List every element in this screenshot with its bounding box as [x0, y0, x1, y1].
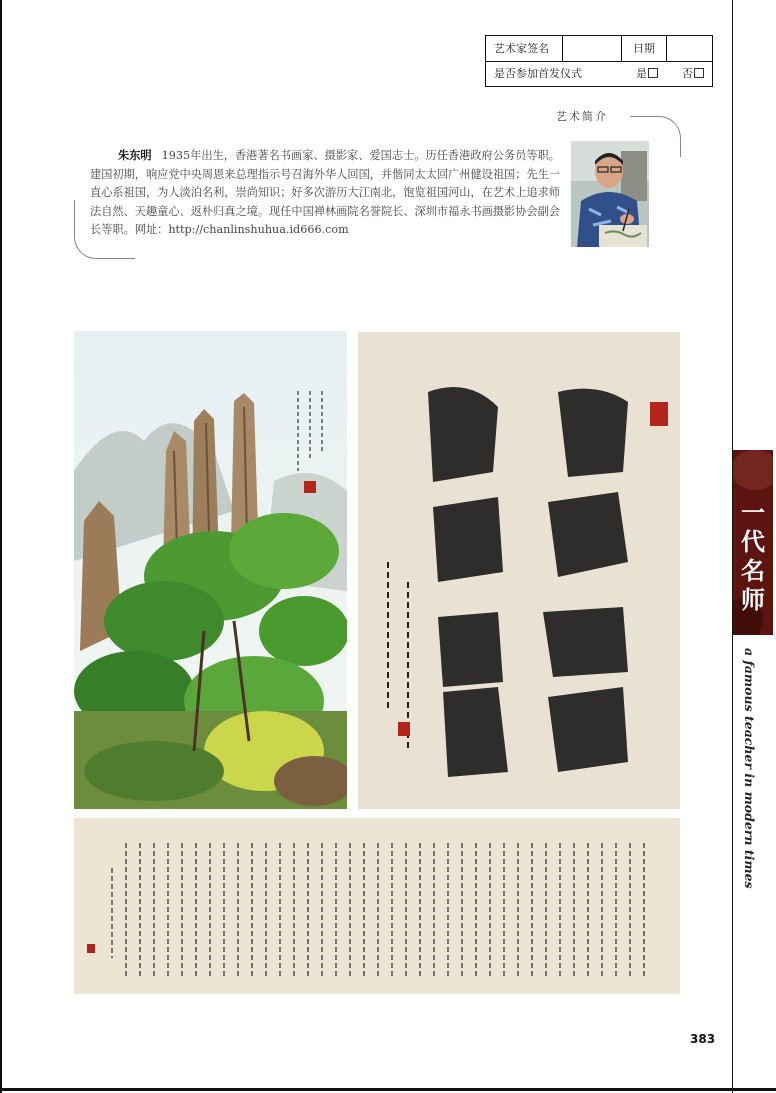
yes-label: 是 [636, 67, 647, 80]
page-number: 383 [690, 1032, 716, 1046]
calligraphy-work [358, 332, 680, 809]
signature-form [485, 35, 713, 87]
landscape-illustration [74, 331, 347, 809]
landscape-painting [74, 331, 347, 809]
no-option[interactable] [682, 61, 712, 86]
yes-checkbox[interactable] [648, 68, 658, 78]
side-english-text: a famous teacher in modern times [742, 648, 757, 889]
scroll-illustration [74, 818, 680, 994]
artist-name: 朱东明 [118, 148, 152, 162]
no-label: 否 [682, 67, 693, 80]
calligraphy-illustration [358, 332, 680, 809]
artist-portrait [571, 141, 649, 247]
bio-text: 1935年出生，香港著名书画家、摄影家、爱国志士。历任香港政府公务员等职。建国初期，响应党中央周恩来总理指示号召海外华人回国，并偕同太太回广州健设祖国；先生一直心系祖国，为人淡泊名利，崇尚知识；好多次游历大江南北，饱览祖国河山，在艺术上追求师法自然、天趣童心、返朴归真之境。现任中国禅林画院名誉院长、深圳市福永书画摄影协会副会长等职。网址：http://chanlinshuhua.id666.com [90, 149, 560, 237]
form-row-ceremony [486, 61, 712, 86]
portrait-illustration [571, 141, 649, 247]
artist-signature-label: 艺术家签名 [494, 42, 549, 55]
page-frame-bottom [0, 1088, 776, 1091]
date-label: 日期 [633, 42, 655, 55]
calligraphy-scroll [74, 818, 680, 994]
side-tab [733, 450, 773, 635]
no-checkbox[interactable] [694, 68, 704, 78]
page-frame-left [0, 0, 2, 1093]
divider [621, 36, 622, 61]
side-tab-title: 一 代 名 师 [741, 498, 765, 614]
bio-paragraph [90, 146, 560, 240]
yes-option[interactable] [636, 61, 666, 86]
form-row-signature [486, 36, 712, 62]
ceremony-label: 是否参加首发仪式 [494, 67, 582, 80]
date-field[interactable] [667, 36, 713, 61]
bio-section-title: 艺术简介 [556, 110, 608, 123]
artist-signature-field[interactable] [563, 36, 621, 61]
